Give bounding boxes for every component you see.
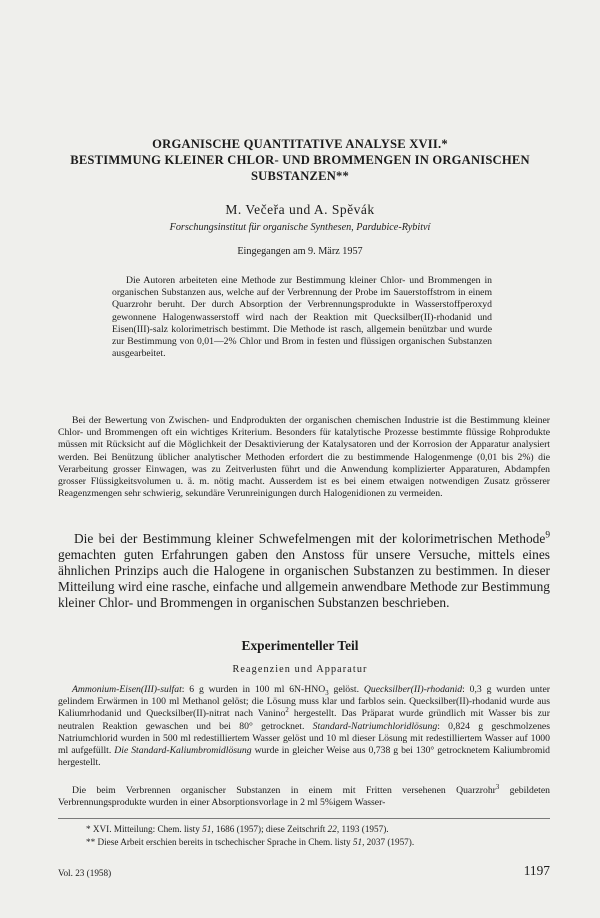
large-type-paragraph	[58, 531, 550, 611]
reagent-text: : 0,3 g wurden unter gelindem Erwärmen in 100 ml Methanol gelöst; die Lösung muss klar und farblos sein. Quecksilber(II)-rhodanid wurde aus Kaliumrhodanid und Quecksilber(II)-nitrat nach Vanino	[58, 684, 551, 720]
reagent-text: wurde in gleicher Weise aus 0,738 g bei 130° getrocknetem Kaliumbromid hergestellt.	[58, 745, 550, 769]
reagent-name: Standard-Natriumchloridlösung	[312, 720, 438, 732]
subscript: 3	[325, 689, 329, 697]
article-title-line-1: ORGANISCHE QUANTITATIVE ANALYSE XVII.*	[152, 137, 448, 151]
article-title-line-3: SUBSTANZEN**	[250, 169, 350, 183]
page-number: 1197	[523, 863, 550, 878]
footnote-volume: 22	[327, 824, 337, 834]
footnote-1	[86, 823, 550, 835]
combustion-paragraph	[58, 785, 550, 809]
reagent-text: : 0,824 g geschmolzenes Natriumchlorid wurden in 500 ml redestilliertem Wasser gelöst und 10 ml dieser Lösung mit redestilliertem Wasser auf 1000 ml aufgefüllt.	[58, 720, 550, 757]
article-title-line-2: BESTIMMUNG KLEINER CHLOR- UND BROMMENGEN IN ORGANISCHEN	[70, 153, 530, 167]
institute: Forschungsinstitut für organische Synthesen, Pardubice-Rybitví	[169, 222, 431, 233]
section-heading: Experimenteller Teil	[241, 638, 359, 653]
reagent-text: hergestellt. Das Präparat wurde gründlich mit Wasser bis zur neutralen Reaktion gewaschen und bei 80° getrocknet.	[58, 708, 550, 732]
subsection-heading: Reagenzien und Apparatur	[232, 664, 368, 675]
large-paragraph-text-1: Die bei der Bestimmung kleiner Schwefelmengen mit der kolorimetrischen Methode	[74, 531, 546, 546]
footnote-text: ** Diese Arbeit erschien bereits in tschechischer Sprache in Chem. listy	[86, 837, 353, 847]
reagent-name-suffix: (III)-sulfat	[140, 684, 182, 695]
footnote-text: , 2037 (1957).	[362, 837, 415, 847]
reference-mark: 9	[545, 530, 550, 541]
footnote-text: * XVI. Mitteilung: Chem. listy	[86, 824, 203, 834]
reagent-name: Quecksilber	[363, 684, 411, 695]
footnote-divider	[58, 818, 550, 819]
reference-mark: 3	[495, 783, 500, 791]
paragraph-text: gebildeten Verbrennungsprodukte wurden in einer Absorptionsvorlage in 2 ml 5%igem Wasser-	[58, 785, 550, 809]
reagent-text: : 6 g wurden in 100 ml 6N-HNO	[181, 684, 326, 695]
footnote-text: , 1193 (1957).	[336, 824, 389, 834]
intro-paragraph: Bei der Bewertung von Zwischen- und Endprodukten der organischen chemischen Industrie ist die Bestimmung kleiner Chlor- und Brommengen oft ein wichtiges Kriterium. Besonders für katalytische Prozesse bestimmte flüssige Rohprodukte müssen mit Rücksicht auf die Möglichkeit der Desaktivierung der Katalysatoren und der Korrosion der Apparatur analysiert werden. Bei Benützung üblicher analytischer Methoden erfordert die zu bestimmende Halogenmenge (0,01 bis 2%) die Verarbeitung grosser Einwagen, was zu Zeitverlusten führt und die Anwendung komplizierter Apparaturen, Abdampfen grosser Flüssigkeitsvolumen u. ä. m. nötig macht. Ausserdem ist es bei einem etwaigen notwendigen Zusatz grösserer Reagenzmengen sehr schwierig, sekundäre Verunreinigungen durch Halogenidionen zu vermeiden.	[58, 415, 550, 500]
footnote-volume: 51	[352, 837, 363, 847]
reagent-name: Ammonium-Eisen	[72, 684, 141, 695]
footnote-volume: 51	[202, 824, 212, 834]
received-date: Eingegangen am 9. März 1957	[237, 246, 363, 257]
reagents-paragraph	[58, 684, 550, 769]
reagent-name: Die Standard-Kaliumbromidlösung	[114, 745, 252, 757]
large-paragraph-text-2: gemachten guten Erfahrungen gaben den Anstoss für unsere Versuche, mittels eines ähnlichen Prinzips auch die Halogene in organischen Substanzen zu bestimmen. In dieser Mitteilung wird eine rasche, einfache und allgemein anwendbare Methode zur Bestimmung kleiner Chlor- und Brommengen in organischen Substanzen beschrieben.	[58, 547, 550, 611]
authors: M. Večeřa und A. Spěvák	[225, 202, 375, 217]
reagent-text: gelöst.	[328, 684, 364, 695]
footnote-2	[86, 836, 550, 848]
journal-volume: Vol. 23 (1958)	[58, 868, 112, 878]
abstract: Die Autoren arbeiteten eine Methode zur Bestimmung kleiner Chlor- und Brommengen in organischen Substanzen aus, welche auf der Verbrennung der Probe im Sauerstoffstrom in einem Quarzrohr beruht. Der durch Absorption der Verbrennungsprodukte in Wasserstoffperoxyd gewonnene Halogenwasserstoff wird nach der Reaktion mit Quecksilber(II)-rhodanid und Eisen(III)-salz kolorimetrisch bestimmt. Die Methode ist rasch, allgemein benützbar und wurde zur Bestimmung von 0,01—2% Chlor und Brom in festen und flüssigen organischen Substanzen ausgearbeitet.	[112, 275, 492, 360]
reagent-name-suffix: (II)-rhodanid	[410, 684, 463, 695]
footnote-text: , 1686 (1957); diese Zeitschrift	[211, 824, 328, 834]
paragraph-text: Die beim Verbrennen organischer Substanzen in einem mit Fritten versehenen Quarzrohr	[72, 785, 496, 796]
reference-mark: 2	[285, 707, 289, 715]
